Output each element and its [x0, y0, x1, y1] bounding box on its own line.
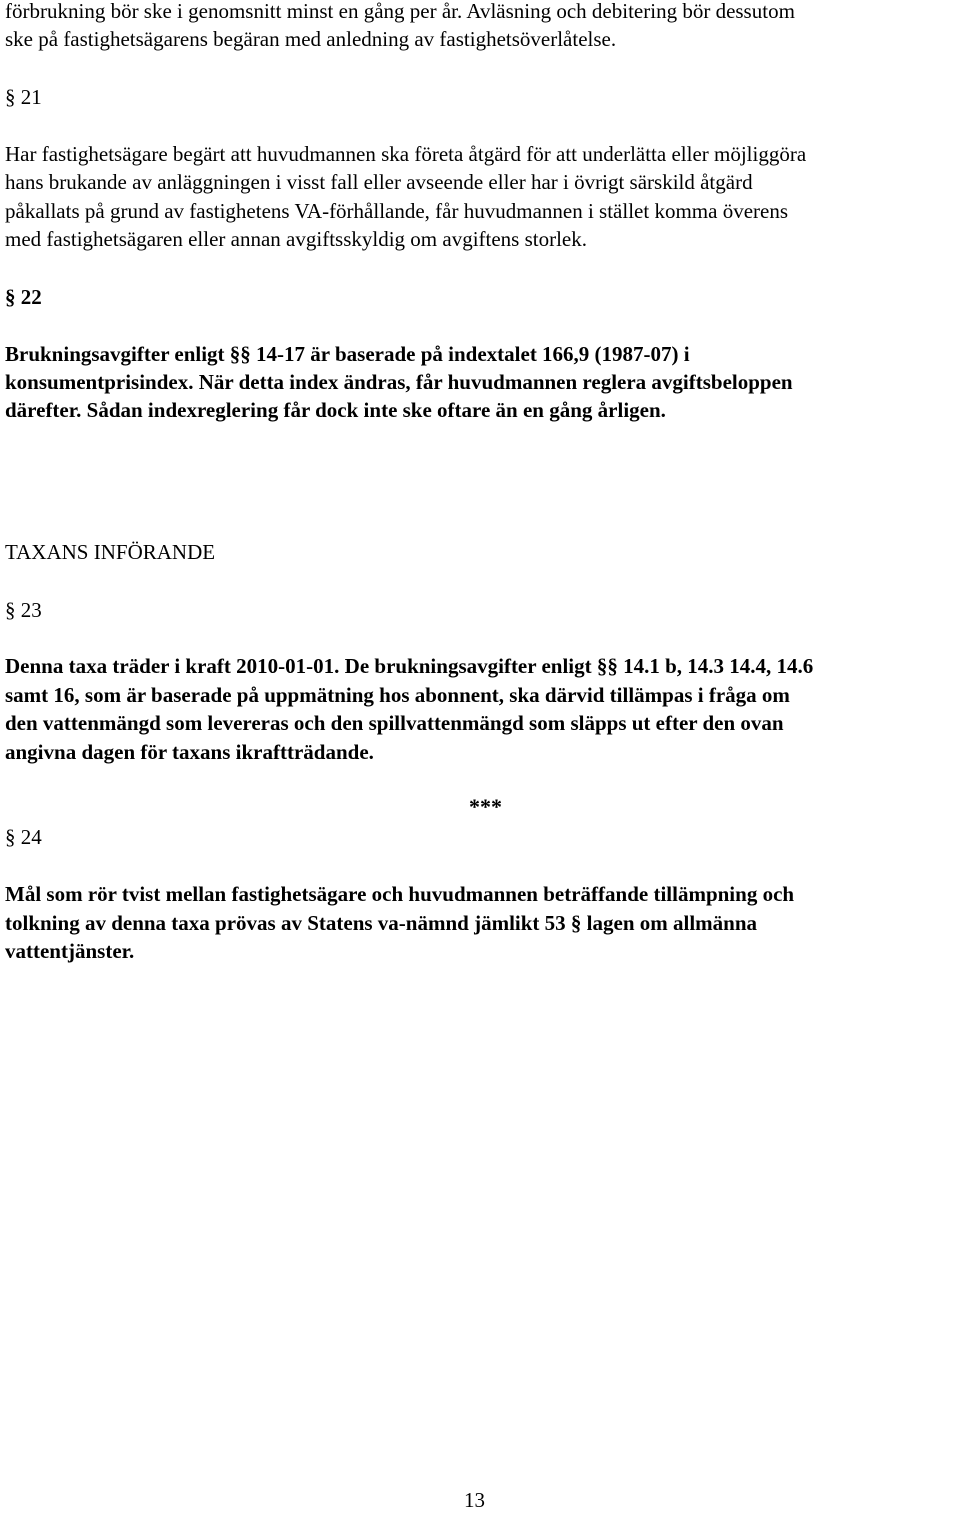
text-line: med fastighetsägaren eller annan avgiftsskyldig om avgiftens storlek.	[5, 227, 588, 251]
text-line: tolkning av denna taxa prövas av Statens va-nämnd jämlikt 53 § lagen om allmänna	[5, 911, 758, 935]
text-line: hans brukande av anläggningen i visst fall eller avseende eller har i övrigt särskild åtgärd	[5, 170, 753, 194]
text-line: samt 16, som är baserade på uppmätning hos abonnent, ska därvid tillämpas i fråga om	[5, 683, 790, 707]
text-line: därefter. Sådan indexreglering får dock inte ske oftare än en gång årligen.	[5, 398, 666, 422]
text-line: Denna taxa träder i kraft 2010-01-01. De brukningsavgifter enligt §§ 14.1 b, 14.3 14.4, 14.6	[5, 654, 814, 678]
text-line: angivna dagen för taxans ikraftträdande.	[5, 740, 374, 764]
text-line: Har fastighetsägare begärt att huvudmannen ska företa åtgärd för att underlätta eller möjliggöra	[5, 142, 807, 166]
text-line: påkallats på grund av fastighetens VA-förhållande, får huvudmannen i stället komma överens	[5, 199, 788, 223]
section-23-heading: § 23	[5, 598, 42, 622]
taxans-inforande-title: TAXANS INFÖRANDE	[5, 540, 216, 564]
text-line: Mål som rör tvist mellan fastighetsägare och huvudmannen beträffande tillämpning och	[5, 882, 795, 906]
text-line: vattentjänster.	[5, 939, 135, 963]
text-line: den vattenmängd som levereras och den spillvattenmängd som släpps ut efter den ovan	[5, 711, 784, 735]
page-number: 13	[464, 1488, 485, 1512]
section-22-heading: § 22	[5, 285, 42, 309]
separator-stars: ***	[469, 794, 502, 819]
text-line: ske på fastighetsägarens begäran med anledning av fastighetsöverlåtelse.	[5, 27, 617, 51]
section-24-heading: § 24	[5, 825, 42, 849]
text-line: förbrukning bör ske i genomsnitt minst en gång per år. Avläsning och debitering bör dessutom	[5, 0, 795, 23]
section-21-heading: § 21	[5, 85, 42, 109]
text-line: Brukningsavgifter enligt §§ 14-17 är baserade på indextalet 166,9 (1987-07) i	[5, 342, 690, 366]
text-line: konsumentprisindex. När detta index ändras, får huvudmannen reglera avgiftsbeloppen	[5, 370, 793, 394]
